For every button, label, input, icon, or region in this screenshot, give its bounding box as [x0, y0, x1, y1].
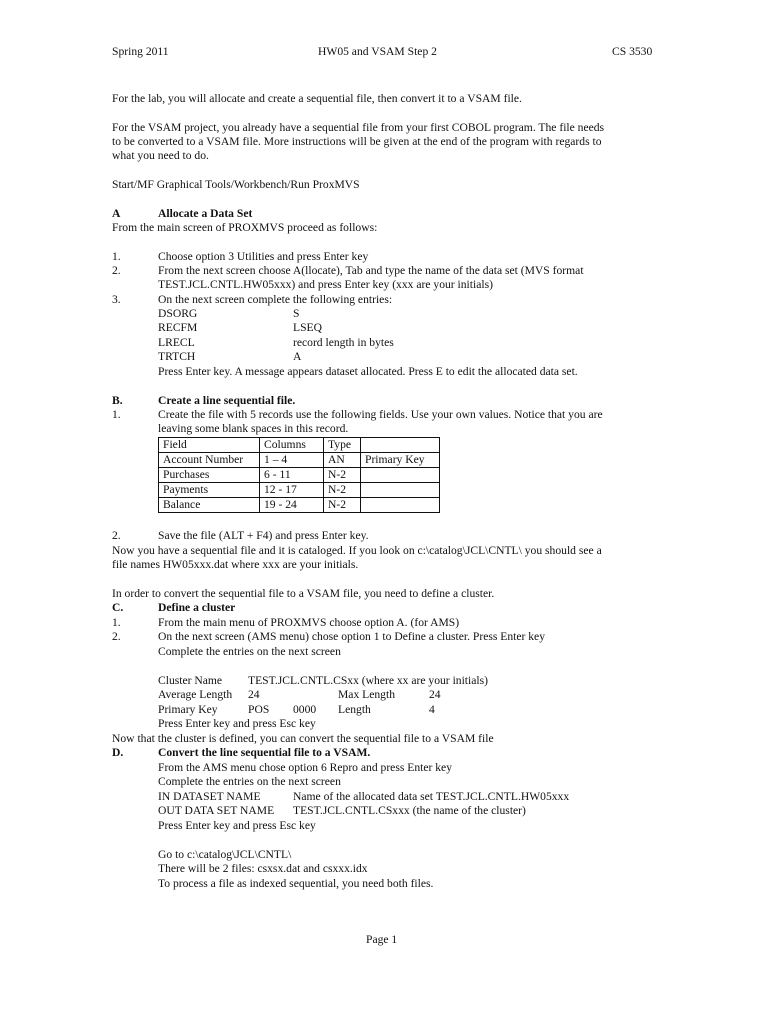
step-text: TEST.JCL.CNTL.HW05xxx) and press Enter key (xxx are your initials) — [158, 278, 493, 291]
in-dataset-label: IN DATASET NAME — [158, 790, 261, 803]
table-cell: Purchases — [159, 468, 260, 483]
entry-key: RECFM — [158, 321, 198, 334]
table-row — [159, 483, 440, 498]
entry-key: DSORG — [158, 307, 198, 320]
table-cell: N-2 — [324, 483, 361, 498]
table-cell — [361, 498, 440, 513]
step-number: 1. — [112, 408, 121, 421]
section-a-lead: From the main screen of PROXMVS proceed as follows: — [112, 221, 378, 234]
primary-key-length-label: Length — [338, 703, 371, 716]
primary-key-length-value: 4 — [429, 703, 435, 716]
section-d-title: Convert the line sequential file to a VSAM. — [158, 746, 371, 759]
section-a-letter: A — [112, 207, 121, 220]
vsam-paragraph-line-3: what you need to do. — [112, 149, 209, 162]
files-note: There will be 2 files: csxsx.dat and csxxx.idx — [158, 862, 368, 875]
entry-value: A — [293, 350, 302, 363]
primary-key-pos-value: 0000 — [293, 703, 317, 716]
table-row — [159, 468, 440, 483]
entry-value: record length in bytes — [293, 336, 394, 349]
table-row — [159, 498, 440, 513]
menu-path: Start/MF Graphical Tools/Workbench/Run ProxMVS — [112, 178, 360, 191]
header-title: HW05 and VSAM Step 2 — [318, 45, 437, 58]
step-text: From the next screen choose A(llocate), Tab and type the name of the data set (MVS format — [158, 264, 584, 277]
section-a-title: Allocate a Data Set — [158, 207, 253, 220]
table-cell: Type — [324, 438, 361, 453]
cluster-name-value: TEST.JCL.CNTL.CSxx (where xx are your initials) — [248, 674, 488, 687]
step-text: On the next screen (AMS menu) chose option 1 to Define a cluster. Press Enter key — [158, 630, 546, 643]
out-dataset-label: OUT DATA SET NAME — [158, 804, 275, 817]
table-cell: 6 - 11 — [260, 468, 324, 483]
section-d-letter: D. — [112, 746, 124, 759]
entry-key: LRECL — [158, 336, 195, 349]
table-cell: Account Number — [159, 453, 260, 468]
catalog-note-line-1: Now you have a sequential file and it is cataloged. If you look on c:\catalog\JCL\CNTL\ you should see a — [112, 544, 602, 557]
entry-key: TRTCH — [158, 350, 196, 363]
step-number: 2. — [112, 630, 121, 643]
table-row — [159, 453, 440, 468]
max-length-label: Max Length — [338, 688, 395, 701]
table-row — [159, 438, 440, 453]
section-b-letter: B. — [112, 394, 123, 407]
table-cell: Field — [159, 438, 260, 453]
average-length-value: 24 — [248, 688, 260, 701]
process-note: To process a file as indexed sequential, you need both files. — [158, 877, 434, 890]
table-cell: AN — [324, 453, 361, 468]
vsam-paragraph-line-2: to be converted to a VSAM file. More instructions will be given at the end of the program with regards to — [112, 135, 602, 148]
step-number: 2. — [112, 529, 121, 542]
step-text: Press Enter key and press Esc key — [158, 819, 316, 832]
table-cell — [361, 483, 440, 498]
step-text: From the main menu of PROXMVS choose option A. (for AMS) — [158, 616, 460, 629]
table-cell: N-2 — [324, 498, 361, 513]
max-length-value: 24 — [429, 688, 441, 701]
header-left: Spring 2011 — [112, 45, 169, 58]
step-number: 3. — [112, 293, 121, 306]
table-cell: 1 – 4 — [260, 453, 324, 468]
out-dataset-value: TEST.JCL.CNTL.CSxxx (the name of the cluster) — [293, 804, 526, 817]
entry-value: S — [293, 307, 300, 320]
cluster-name-label: Cluster Name — [158, 674, 223, 687]
section-c-title: Define a cluster — [158, 601, 236, 614]
table-cell: Balance — [159, 498, 260, 513]
table-cell: N-2 — [324, 468, 361, 483]
primary-key-label: Primary Key — [158, 703, 218, 716]
convert-note: In order to convert the sequential file to a VSAM file, you need to define a cluster. — [112, 587, 495, 600]
cluster-defined-note: Now that the cluster is defined, you can convert the sequential file to a VSAM file — [112, 732, 494, 745]
step-text: Complete the entries on the next screen — [158, 645, 341, 658]
primary-key-pos-label: POS — [248, 703, 270, 716]
step-number: 1. — [112, 616, 121, 629]
section-b-title: Create a line sequential file. — [158, 394, 296, 407]
step-text: Save the file (ALT + F4) and press Enter key. — [158, 529, 369, 542]
section-c-letter: C. — [112, 601, 124, 614]
header-right: CS 3530 — [612, 45, 653, 58]
step-text: Press Enter key and press Esc key — [158, 717, 316, 730]
table-cell: 12 - 17 — [260, 483, 324, 498]
table-cell: Payments — [159, 483, 260, 498]
step-number: 1. — [112, 250, 121, 263]
table-cell: Primary Key — [361, 453, 440, 468]
step-text: Choose option 3 Utilities and press Enter key — [158, 250, 369, 263]
step-number: 2. — [112, 264, 121, 277]
average-length-label: Average Length — [158, 688, 233, 701]
page-number: Page 1 — [366, 933, 398, 946]
intro-paragraph: For the lab, you will allocate and create a sequential file, then convert it to a VSAM file. — [112, 92, 522, 105]
table-cell: Columns — [260, 438, 324, 453]
field-table — [158, 437, 440, 513]
vsam-paragraph-line-1: For the VSAM project, you already have a sequential file from your first COBOL program. The file needs — [112, 121, 605, 134]
step-text: Create the file with 5 records use the following fields. Use your own values. Notice that you are — [158, 408, 603, 421]
step-text: Press Enter key. A message appears dataset allocated. Press E to edit the allocated data set. — [158, 365, 578, 378]
table-cell — [361, 468, 440, 483]
in-dataset-value: Name of the allocated data set TEST.JCL.CNTL.HW05xxx — [293, 790, 570, 803]
catalog-note-line-2: file names HW05xxx.dat where xxx are your initials. — [112, 558, 359, 571]
table-cell — [361, 438, 440, 453]
step-text: From the AMS menu chose option 6 Repro and press Enter key — [158, 761, 452, 774]
catalog-path: Go to c:\catalog\JCL\CNTL\ — [158, 848, 292, 861]
entry-value: LSEQ — [293, 321, 322, 334]
step-text: leaving some blank spaces in this record. — [158, 422, 349, 435]
step-text: Complete the entries on the next screen — [158, 775, 341, 788]
table-cell: 19 - 24 — [260, 498, 324, 513]
step-text: On the next screen complete the following entries: — [158, 293, 393, 306]
